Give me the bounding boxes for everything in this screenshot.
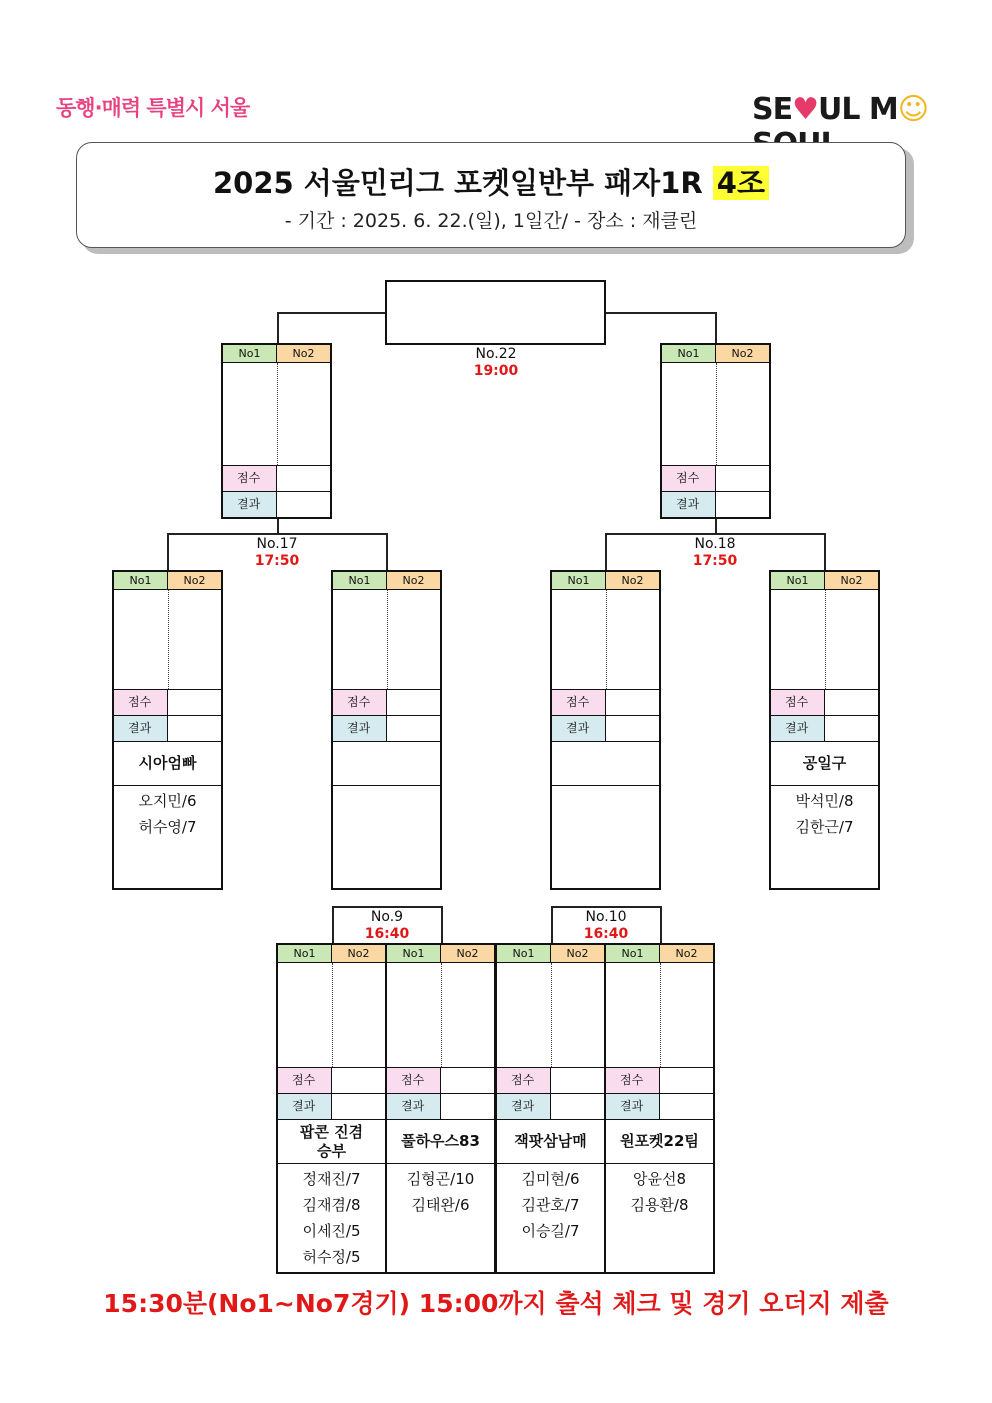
match-17-label: No.17 17:50 <box>254 536 300 569</box>
team-players: 김형곤/10 김태완/6 <box>387 1163 494 1218</box>
team-players <box>333 785 440 788</box>
team-card-7: No1 No2 점수 결과 잭팟삼남매 김미현/6 김관호/7 이승길/7 <box>495 943 606 1274</box>
bracket-line <box>277 312 386 314</box>
team-players: 앙윤선8 김용환/8 <box>606 1163 713 1218</box>
bracket-line <box>660 906 662 944</box>
team-card-4: No1 No2 점수 결과 공일구 박석민/8 김한근/7 <box>769 570 880 890</box>
match-22-label: No.22 19:00 <box>473 346 519 379</box>
team-card-2: No1 No2 점수 결과 <box>331 570 442 890</box>
page-subtitle: - 기간 : 2025. 6. 22.(일), 1일간/ - 장소 : 재클린 <box>284 210 698 232</box>
team-name: 시아엄빠 <box>114 741 221 785</box>
page-title: 2025 서울민리그 포켓일반부 패자1R 4조 <box>77 161 905 202</box>
team-name: 풀하우스83 <box>387 1119 494 1163</box>
team-name: 잭팟삼남매 <box>497 1119 604 1163</box>
match-18-label: No.18 17:50 <box>692 536 738 569</box>
team-card-1: No1 No2 점수 결과 시아엄빠 오지민/6 허수영/7 <box>112 570 223 890</box>
final-winner-box <box>385 280 606 345</box>
group-badge: 4조 <box>713 166 769 200</box>
seoul-my-soul-logo: SE♥UL M☺ <box>752 92 929 127</box>
bracket-line <box>715 312 717 345</box>
bracket-line <box>332 906 334 944</box>
team-card-3: No1 No2 점수 결과 <box>550 570 661 890</box>
team-players <box>552 785 659 788</box>
bracket-line <box>167 533 387 535</box>
team-card-6: No1 No2 점수 결과 풀하우스83 김형곤/10 김태완/6 <box>385 943 496 1274</box>
score-card: No1 No2 점수 결과 <box>660 343 771 519</box>
bracket-line <box>277 312 279 345</box>
bracket-line <box>605 533 825 535</box>
score-card: No1 No2 점수 결과 <box>221 343 332 519</box>
team-name <box>333 741 440 785</box>
team-players: 박석민/8 김한근/7 <box>771 785 878 840</box>
team-name: 팝콘 진겸승부 <box>278 1119 385 1163</box>
team-card-8: No1 No2 점수 결과 원포켓22팀 앙윤선8 김용환/8 <box>604 943 715 1274</box>
team-name: 원포켓22팀 <box>606 1119 713 1163</box>
bracket-line <box>441 906 443 944</box>
bracket-line <box>551 906 553 944</box>
bracket-line <box>386 533 388 571</box>
bracket-line <box>167 533 169 571</box>
title-box <box>76 142 906 248</box>
bracket-line <box>824 533 826 571</box>
team-card-5: No1 No2 점수 결과 팝콘 진겸승부 정재진/7 김재겸/8 이세진/5 허수정/5 <box>276 943 387 1274</box>
seoul-slogan-logo: 동행·매력 특별시 서울 <box>56 96 250 120</box>
bracket-line <box>332 906 442 908</box>
team-players: 오지민/6 허수영/7 <box>114 785 221 840</box>
match-10-label: No.10 16:40 <box>583 909 629 942</box>
bracket-line <box>551 906 661 908</box>
bracket-line <box>605 533 607 571</box>
attendance-notice: 15:30분(No1~No7경기) 15:00까지 출석 체크 및 경기 오더지 제출 <box>103 1289 889 1318</box>
team-name: 공일구 <box>771 741 878 785</box>
team-players: 정재진/7 김재겸/8 이세진/5 허수정/5 <box>278 1163 385 1270</box>
match-9-label: No.9 16:40 <box>364 909 410 942</box>
team-players: 김미현/6 김관호/7 이승길/7 <box>497 1163 604 1244</box>
team-name <box>552 741 659 785</box>
bracket-line <box>605 312 716 314</box>
